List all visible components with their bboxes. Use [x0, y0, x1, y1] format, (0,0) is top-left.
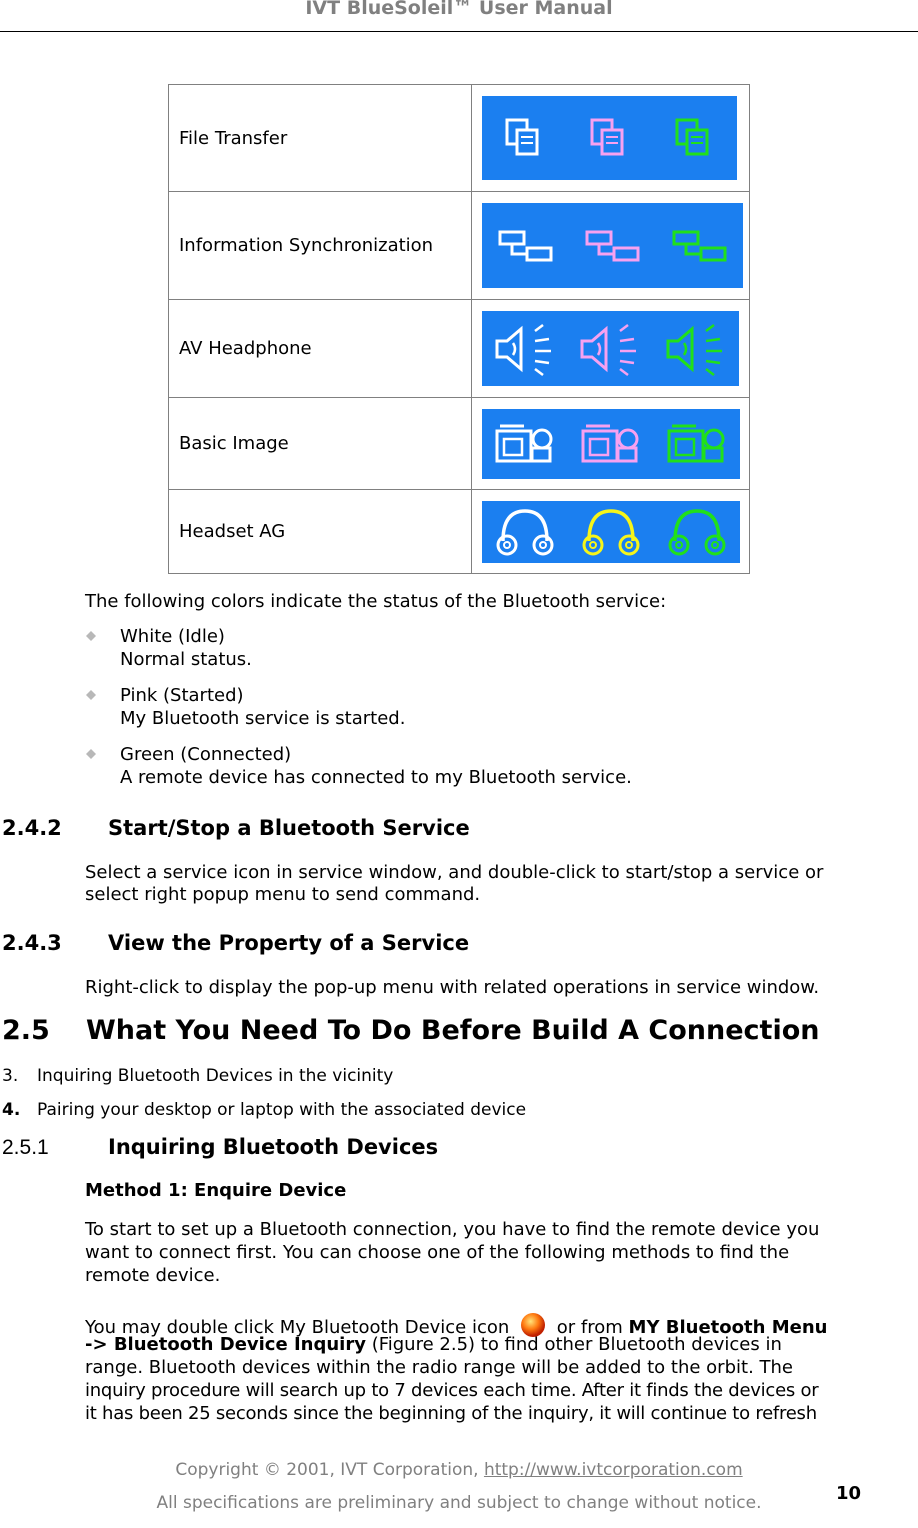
bullet-icon — [85, 689, 97, 701]
section-title: What You Need To Do Before Build A Connection — [86, 1015, 820, 1046]
basic-image-icons — [482, 409, 740, 479]
paragraph-line: inquiry procedure will search up to 7 devices each time. After it finds the devices or — [85, 1380, 819, 1401]
chapter-heading — [2, 1015, 819, 1046]
table-row — [169, 398, 750, 490]
paragraph-line: it has been 25 seconds since the beginning of the inquiry, it will continue to refresh — [85, 1403, 817, 1424]
header-rule — [0, 31, 918, 32]
list-number: 3. — [2, 1066, 19, 1086]
speaker-pink-icon — [578, 321, 642, 377]
footer-notice: All specifications are preliminary and subject to change without notice. — [156, 1493, 762, 1513]
status-title: Green (Connected) — [120, 744, 292, 765]
speaker-white-icon — [493, 321, 557, 377]
paragraph-line: remote device. — [85, 1265, 221, 1286]
paragraph-line: To start to set up a Bluetooth connection, you have to find the remote device you — [85, 1219, 820, 1240]
camera-pink-icon — [580, 421, 642, 467]
info-sync-green-icon — [671, 226, 729, 266]
status-desc: A remote device has connected to my Bluetooth service. — [120, 767, 632, 788]
page-header: IVT BlueSoleil™ User Manual — [305, 0, 613, 19]
copyright-text: Copyright © 2001, IVT Corporation, — [175, 1460, 479, 1480]
camera-green-icon — [666, 421, 728, 467]
av-headphone-icons — [482, 311, 739, 386]
footer-copyright — [0, 1460, 918, 1480]
section-title: Start/Stop a Bluetooth Service — [108, 816, 470, 840]
bullet-icon — [85, 630, 97, 642]
file-transfer-white-icon — [503, 116, 547, 160]
table-row — [169, 490, 750, 574]
file-transfer-icons — [482, 96, 737, 180]
service-name: Information Synchronization — [169, 192, 472, 300]
list-text: Inquiring Bluetooth Devices in the vicinity — [37, 1066, 394, 1086]
service-name: Headset AG — [169, 490, 472, 574]
headset-green-icon — [667, 505, 727, 559]
section-heading — [2, 931, 469, 955]
paragraph-line: range. Bluetooth devices within the radio range will be added to the orbit. The — [85, 1357, 793, 1378]
speaker-green-icon — [664, 321, 728, 377]
section-number: 2.4.3 — [2, 931, 62, 955]
status-desc: Normal status. — [120, 649, 252, 670]
section-body: Select a service icon in service window, and double-click to start/stop a service or — [85, 862, 824, 883]
info-sync-icons — [482, 203, 743, 288]
service-name: Basic Image — [169, 398, 472, 490]
table-row — [169, 85, 750, 192]
list-number: 4. — [2, 1100, 21, 1120]
paragraph-line: want to connect first. You can choose one of the following methods to find the — [85, 1242, 790, 1263]
section-number: 2.5.1 — [2, 1136, 49, 1159]
section-title: View the Property of a Service — [108, 931, 470, 955]
section-number: 2.5 — [2, 1015, 50, 1046]
status-title: White (Idle) — [120, 626, 225, 647]
page-number: 10 — [836, 1483, 862, 1504]
info-sync-white-icon — [497, 226, 555, 266]
service-name: AV Headphone — [169, 300, 472, 398]
section-number: 2.4.2 — [2, 816, 62, 840]
table-row — [169, 300, 750, 398]
file-transfer-green-icon — [673, 116, 717, 160]
headset-white-icon — [495, 505, 555, 559]
section-heading — [2, 816, 470, 840]
menu-path: MY Bluetooth Menu — [628, 1317, 828, 1338]
list-text: Pairing your desktop or laptop with the associated device — [37, 1100, 527, 1120]
section-body: select right popup menu to send command. — [85, 884, 481, 905]
service-icon-table — [168, 84, 750, 574]
bullet-icon — [85, 748, 97, 760]
list-item — [2, 1065, 393, 1087]
list-item — [2, 1099, 526, 1121]
status-intro: The following colors indicate the status of the Bluetooth service: — [85, 591, 667, 612]
file-transfer-pink-icon — [588, 116, 632, 160]
section-title: Inquiring Bluetooth Devices — [108, 1135, 439, 1159]
table-row — [169, 192, 750, 300]
status-desc: My Bluetooth service is started. — [120, 708, 406, 729]
status-title: Pink (Started) — [120, 685, 244, 706]
company-link[interactable]: http://www.ivtcorporation.com — [483, 1460, 743, 1480]
headset-ag-icons — [482, 501, 740, 563]
headset-yellow-icon — [581, 505, 641, 559]
section-heading — [2, 1135, 438, 1160]
service-name: File Transfer — [169, 85, 472, 192]
info-sync-pink-icon — [584, 226, 642, 266]
paragraph-line — [85, 1334, 782, 1356]
paragraph-text: or from — [556, 1317, 623, 1338]
method-heading: Method 1: Enquire Device — [85, 1180, 347, 1201]
section-body: Right-click to display the pop-up menu with related operations in service window. — [85, 977, 820, 998]
camera-white-icon — [494, 421, 556, 467]
paragraph-text: (Figure 2.5) to find other Bluetooth devices in — [371, 1334, 782, 1355]
menu-path: -> Bluetooth Device Inquiry — [85, 1334, 366, 1355]
paragraph-text: You may double click My Bluetooth Device icon — [85, 1317, 510, 1338]
